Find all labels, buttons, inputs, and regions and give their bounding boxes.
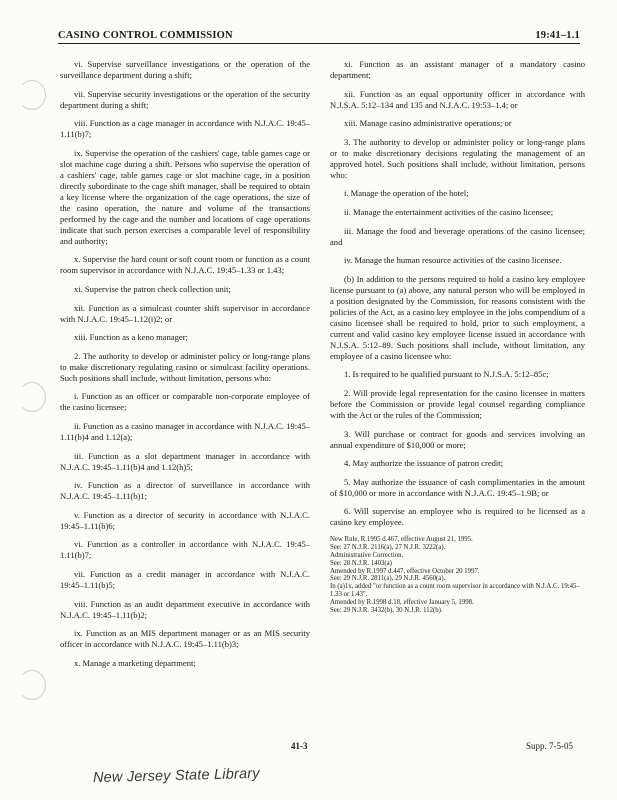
paragraph: ix. Supervise the operation of the cashiers' cage, table games cage or slot machine cage during a shift. Persons who supervise the operation of a cashiers' cage, table games cage or slot machine cage, in a position directly subordinate to the cage shift manager, shall be required to obtain a key license where the organization of the cage operations, the size of the casino operation, the nature and volume of the transactions performed by the cage and the number and locations of cage operations indicate that such person exercises a comparable level of responsibility and authority; <box>60 147 310 246</box>
paragraph: iv. Function as a director of surveillance in accordance with N.J.A.C. 19:45–1.11(b)1; <box>60 480 310 502</box>
paragraph: ii. Manage the entertainment activities of the casino licensee; <box>344 206 554 217</box>
paragraph: (b) In addition to the persons required to hold a casino key employee license pursuant to (a) above, any natural person who will be employed in a position designated by the Commission, for reasons consistent with the policies of the Act, as a casino key employee in the jobs compendium of a casino licensee shall be required to hold, prior to such employment, a current and valid casino key employee license issued in accordance with N.J.S.A. 5:12–89. Such positions shall include, without limitation, any employee of a casino licensee who: <box>330 273 585 361</box>
paragraph: viii. Function as an audit department executive in accordance with N.J.A.C. 19:45–1.11(b)2; <box>60 598 310 620</box>
punch-hole-mark <box>18 382 46 412</box>
paragraph: v. Function as a director of security in accordance with N.J.A.C. 19:45–1.11(b)6; <box>60 509 310 531</box>
history-note: New Rule, R.1995 d.467, effective August 21, 1995. <box>330 535 473 543</box>
paragraph: 2. Will provide legal representation for the casino licensee in matters before the Commission or provide legal counsel regarding compliance with the Act or the rules of the Commission; <box>330 387 585 420</box>
paragraph: 4. May authorize the issuance of patron credit; <box>344 458 504 469</box>
paragraph: x. Supervise the hard count or soft count room or function as a count room supervisor in accordance with N.J.A.C. 19:45–1.33 or 1.43; <box>60 254 310 276</box>
history-note: Administrative Correction. <box>330 551 404 559</box>
paragraph: i. Manage the operation of the hotel; <box>344 188 469 199</box>
library-stamp: New Jersey State Library <box>92 765 260 787</box>
right-column <box>330 59 585 615</box>
paragraph: 2. The authority to develop or administer policy or long-range plans to make discretionary regulating casino or simulcast facility operations. Such positions shall include, without limitation, persons who: <box>60 350 310 383</box>
paragraph: 3. The authority to develop or administer policy or long-range plans or to make discretionary decisions regulating the management of an approved hotel. Such positions shall include, without limitation, persons who: <box>330 136 585 180</box>
page-number: 41-3 <box>291 741 308 751</box>
paragraph: xii. Function as an equal opportunity officer in accordance with N.J.S.A. 5:12–134 and 135 and N.J.A.C. 19:53–1.4; or <box>330 88 585 110</box>
header-section-number: 19:41–1.1 <box>535 30 580 41</box>
paragraph: iii. Manage the food and beverage operations of the casino licensee; and <box>330 225 585 247</box>
paragraph: 6. Will supervise an employee who is required to be licensed as a casino key employee. <box>330 506 585 528</box>
supplement-date: Supp. 7-5-05 <box>526 741 573 751</box>
paragraph: 5. May authorize the issuance of cash complimentaries in the amount of $10,000 or more in accordance with N.J.A.C. 19:45–1.9B; or <box>330 476 585 498</box>
paragraph: ix. Function as an MIS department manager or as an MIS security officer in accordance with N.J.A.C. 19:45–1.11(b)3; <box>60 628 310 650</box>
running-header <box>58 30 580 44</box>
paragraph: 1. Is required to be qualified pursuant to N.J.S.A. 5:12–85c; <box>344 369 549 380</box>
history-notes <box>330 536 585 615</box>
paragraph: xi. Function as an assistant manager of a mandatory casino department; <box>330 59 585 80</box>
paragraph: i. Function as an officer or comparable non-corporate employee of the casino licensee; <box>60 391 310 413</box>
header-title: CASINO CONTROL COMMISSION <box>58 30 233 41</box>
paragraph: iii. Function as a slot department manager in accordance with N.J.A.C. 19:45–1.11(b)4 and 1.12(h)5; <box>60 450 310 472</box>
history-note: In (a)1x, added "or function as a count room supervisor in accordance with N.J.A.C. 19:45–1.33 or 1.43". <box>330 583 580 599</box>
left-column <box>60 59 310 676</box>
paragraph: vii. Function as a credit manager in accordance with N.J.A.C. 19:45–1.11(b)5; <box>60 568 310 590</box>
paragraph: x. Manage a marketing department; <box>74 657 196 668</box>
history-note: See: 29 N.J.R. 3432(b), 30 N.J.R. 112(b). <box>330 607 443 615</box>
paragraph: xi. Supervise the patron check collection unit; <box>74 283 231 294</box>
paragraph: xii. Function as a simulcast counter shift supervisor in accordance with N.J.A.C. 19:45–1.12(i)2; or <box>60 302 310 324</box>
punch-hole-mark <box>18 670 46 700</box>
paragraph: iv. Manage the human resource activities of the casino licensee. <box>344 255 562 266</box>
history-note: See: 27 N.J.R. 2116(a), 27 N.J.R. 3222(a). <box>330 543 446 551</box>
history-note: Amended by R.1997 d.447, effective October 20 1997. <box>330 567 480 575</box>
history-note: See: 29 N.J.R. 2811(a), 29 N.J.R. 4560(a). <box>330 575 446 583</box>
paragraph: 3. Will purchase or contract for goods and services involving an annual expenditure of $10,000 or more; <box>330 428 585 450</box>
paragraph: ii. Function as a casino manager in accordance with N.J.A.C. 19:45–1.11(b)4 and 1.12(a); <box>60 420 310 442</box>
paragraph: vi. Supervise surveillance investigations or the operation of the surveillance department during a shift; <box>60 59 310 80</box>
paragraph: xiii. Function as a keno manager; <box>74 332 188 343</box>
punch-hole-mark <box>18 80 46 110</box>
history-note: See: 28 N.J.R. 1403(a) <box>330 559 392 567</box>
history-note: Amended by R.1998 d.18, effective January 5, 1998. <box>330 599 474 607</box>
paragraph: vi. Function as a controller in accordance with N.J.A.C. 19:45–1.11(b)7; <box>60 539 310 561</box>
right-column-body <box>330 59 585 528</box>
paragraph: xiii. Manage casino administrative operations; or <box>344 118 512 129</box>
paragraph: viii. Function as a cage manager in accordance with N.J.A.C. 19:45–1.11(b)7; <box>60 118 310 140</box>
paragraph: vii. Supervise security investigations or the operation of the security department during a shift; <box>60 88 310 110</box>
